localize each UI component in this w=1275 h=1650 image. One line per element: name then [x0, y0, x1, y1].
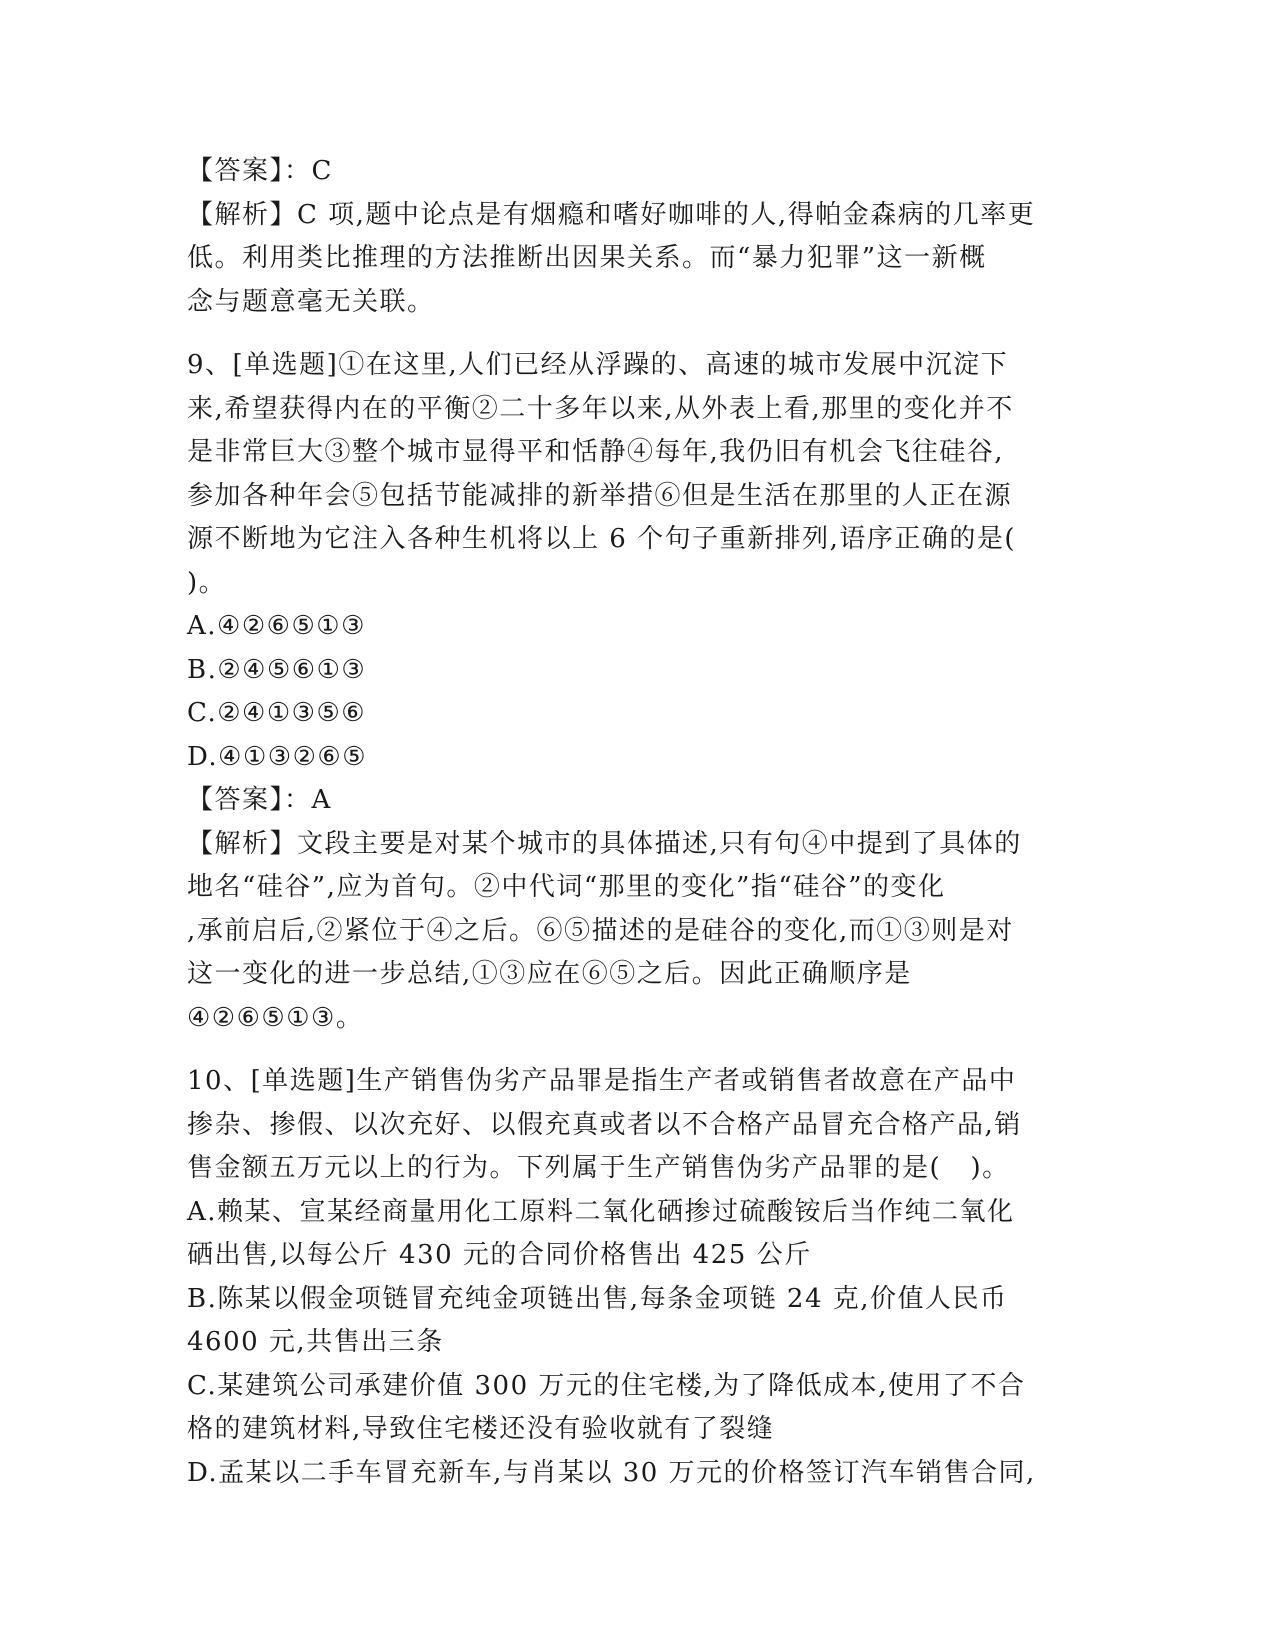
analysis-line: 【解析】C 项,题中论点是有烟瘾和嗜好咖啡的人,得帕金森病的几率更 — [187, 199, 1036, 230]
analysis-line: 低。利用类比推理的方法推断出因果关系。而“暴力犯罪”这一新概 — [187, 243, 987, 273]
question-9 — [187, 344, 1087, 1040]
option-d-line: D.孟某以二手车冒充新车,与肖某以 30 万元的价格签订汽车销售合同, — [187, 1457, 1036, 1488]
option-c-line: 格的建筑材料,导致住宅楼还没有验收就有了裂缝 — [187, 1414, 775, 1444]
question-stem-line: 售金额五万元以上的行为。下列属于生产销售伪劣产品罪的是( )。 — [187, 1153, 1010, 1183]
option-c: C.②④①③⑤⑥ — [187, 698, 367, 728]
analysis-line: 念与题意毫无关联。 — [187, 286, 435, 317]
analysis-line: 【解析】文段主要是对某个城市的具体描述,只有句④中提到了具体的 — [187, 828, 1022, 859]
analysis-line: 这一变化的进一步总结,①③应在⑥⑤之后。因此正确顺序是 — [187, 959, 912, 989]
analysis-line: ,承前启后,②紧位于④之后。⑥⑤描述的是硅谷的变化,而①③则是对 — [187, 915, 1014, 946]
option-a: A.④②⑥⑤①③ — [187, 611, 366, 641]
answer-line: 【答案】：C — [187, 156, 333, 186]
option-b-line: 4600 元,共售出三条 — [187, 1327, 444, 1357]
question-10 — [187, 1060, 1087, 1495]
document-body — [187, 150, 1087, 1495]
option-b-line: B.陈某以假金项链冒充纯金项链出售,每条金项链 24 克,价值人民币 — [187, 1283, 1008, 1314]
question-stem-line: )。 — [187, 567, 227, 598]
option-a-line: 硒出售,以每公斤 430 元的合同价格售出 425 公斤 — [187, 1240, 812, 1270]
previous-answer-block — [187, 150, 1087, 324]
answer-line: 【答案】：A — [187, 785, 332, 815]
option-d: D.④①③②⑥⑤ — [187, 741, 368, 772]
option-c-line: C.某建筑公司承建价值 300 万元的住宅楼,为了降低成本,使用了不合 — [187, 1370, 1026, 1401]
analysis-line: 地名“硅谷”,应为首句。②中代词“那里的变化”指“硅谷”的变化 — [187, 872, 946, 902]
spacer — [187, 1040, 1087, 1060]
question-stem-line: 9、[单选题]①在这里,人们已经从浮躁的、高速的城市发展中沉淀下 — [187, 350, 1009, 380]
analysis-line: ④②⑥⑤①③。 — [187, 1002, 364, 1033]
spacer — [187, 324, 1087, 344]
option-a-line: A.赖某、宣某经商量用化工原料二氧化硒掺过硫酸铵后当作纯二氧化 — [187, 1196, 1015, 1227]
question-stem-line: 10、[单选题]生产销售伪劣产品罪是指生产者或销售者故意在产品中 — [187, 1066, 1017, 1096]
question-stem-line: 参加各种年会⑤包括节能减排的新举措⑥但是生活在那里的人正在源 — [187, 480, 1013, 511]
question-stem-line: 来,希望获得内在的平衡②二十多年以来,从外表上看,那里的变化并不 — [187, 393, 1014, 424]
question-stem-line: 掺杂、掺假、以次充好、以假充真或者以不合格产品冒充合格产品,销 — [187, 1109, 1022, 1140]
option-b: B.②④⑤⑥①③ — [187, 654, 367, 685]
question-stem-line: 是非常巨大③整个城市显得平和恬静④每年,我仍旧有机会飞往硅谷, — [187, 437, 1005, 467]
question-stem-line: 源不断地为它注入各种生机将以上 6 个句子重新排列,语序正确的是( — [187, 524, 1016, 554]
